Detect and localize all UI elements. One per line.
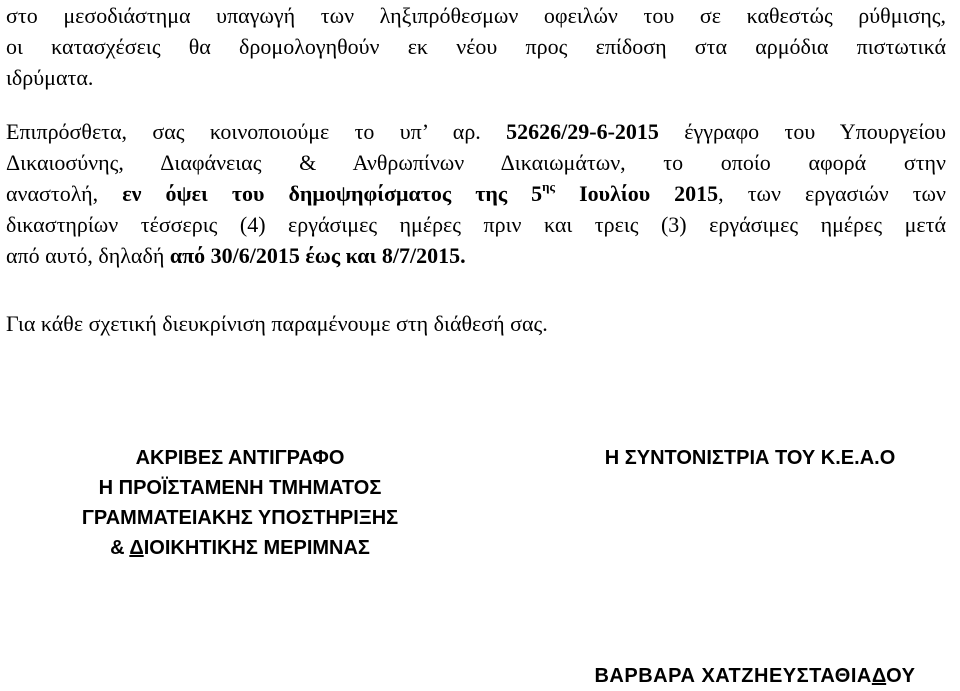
text-segment: . <box>460 243 466 268</box>
coordinator-title: Η ΣΥΝΤΟΝΙΣΤΡΙΑ ΤΟΥ Κ.Ε.Α.Ο <box>604 447 896 469</box>
ordinal-suffix: ης <box>542 179 556 194</box>
text-line <box>6 178 946 209</box>
referendum-date: Ιουλίου 2015 <box>555 181 719 206</box>
paragraph-closing <box>6 308 946 339</box>
text-line: στο μεσοδιάστημα υπαγωγή των ληξιπρόθεσμων οφειλών του σε καθεστώς ρύθμισης, <box>6 3 946 28</box>
text-line: οι κατασχέσεις θα δρομολογηθούν εκ νέου προς επίδοση στα αρμόδια πιστωτικά <box>6 34 946 59</box>
text-line: Δικαιοσύνης, Διαφάνειας & Ανθρωπίνων Δικαιωμάτων, το οποίο αφορά στην <box>6 150 946 175</box>
text-line: ιδρύματα. <box>6 65 94 90</box>
text-line <box>6 240 946 271</box>
text-segment: , των εργασιών των <box>718 181 946 206</box>
paragraph-notification <box>6 116 946 271</box>
text-line: δικαστηρίων τέσσερις (4) εργάσιμες ημέρες πριν και τρεις (3) εργάσιμες ημέρες μετά <box>6 212 946 237</box>
document-reference-number: 52626/29-6-2015 <box>506 119 659 144</box>
certified-copy-label: ΑΚΡΙΒΕΣ ΑΝΤΙΓΡΑΦΟ <box>135 447 345 469</box>
text-segment: Επιπρόσθετα, σας κοινοποιούμε το υπ’ αρ. <box>6 119 507 144</box>
signatory-title: Η ΠΡΟΪΣΤΑΜΕΝΗ ΤΜΗΜΑΤΟΣ <box>98 477 382 499</box>
signatory-name: ΒΑΡΒΑΡΑ ΧΑΤΖΗΕΥΣΤΑΘΙΑΔΟΥ <box>594 665 916 687</box>
signature-block-right <box>555 443 945 473</box>
signature-block-left <box>20 443 460 563</box>
suspension-period: από 30/6/2015 έως και 8/7/2015 <box>169 243 461 268</box>
paragraph-continuation <box>6 0 946 93</box>
text-segment: από αυτό, δηλαδή <box>6 243 170 268</box>
text-line <box>6 116 946 147</box>
text-segment: έγγραφο του Υπουργείου <box>658 119 947 144</box>
text-line: Για κάθε σχετική διευκρίνιση παραμένουμε στη διάθεσή σας. <box>6 311 548 336</box>
text-segment: αναστολή, <box>6 181 123 206</box>
department-name-cont: & ΔΙΟΙΚΗΤΙΚΗΣ ΜΕΡΙΜΝΑΣ <box>110 537 370 559</box>
department-name: ΓΡΑΜΜΑΤΕΙΑΚΗΣ ΥΠΟΣΤΗΡΙΞΗΣ <box>81 507 399 529</box>
referendum-phrase: εν όψει του δημοψηφίσματος της 5 <box>122 181 543 206</box>
